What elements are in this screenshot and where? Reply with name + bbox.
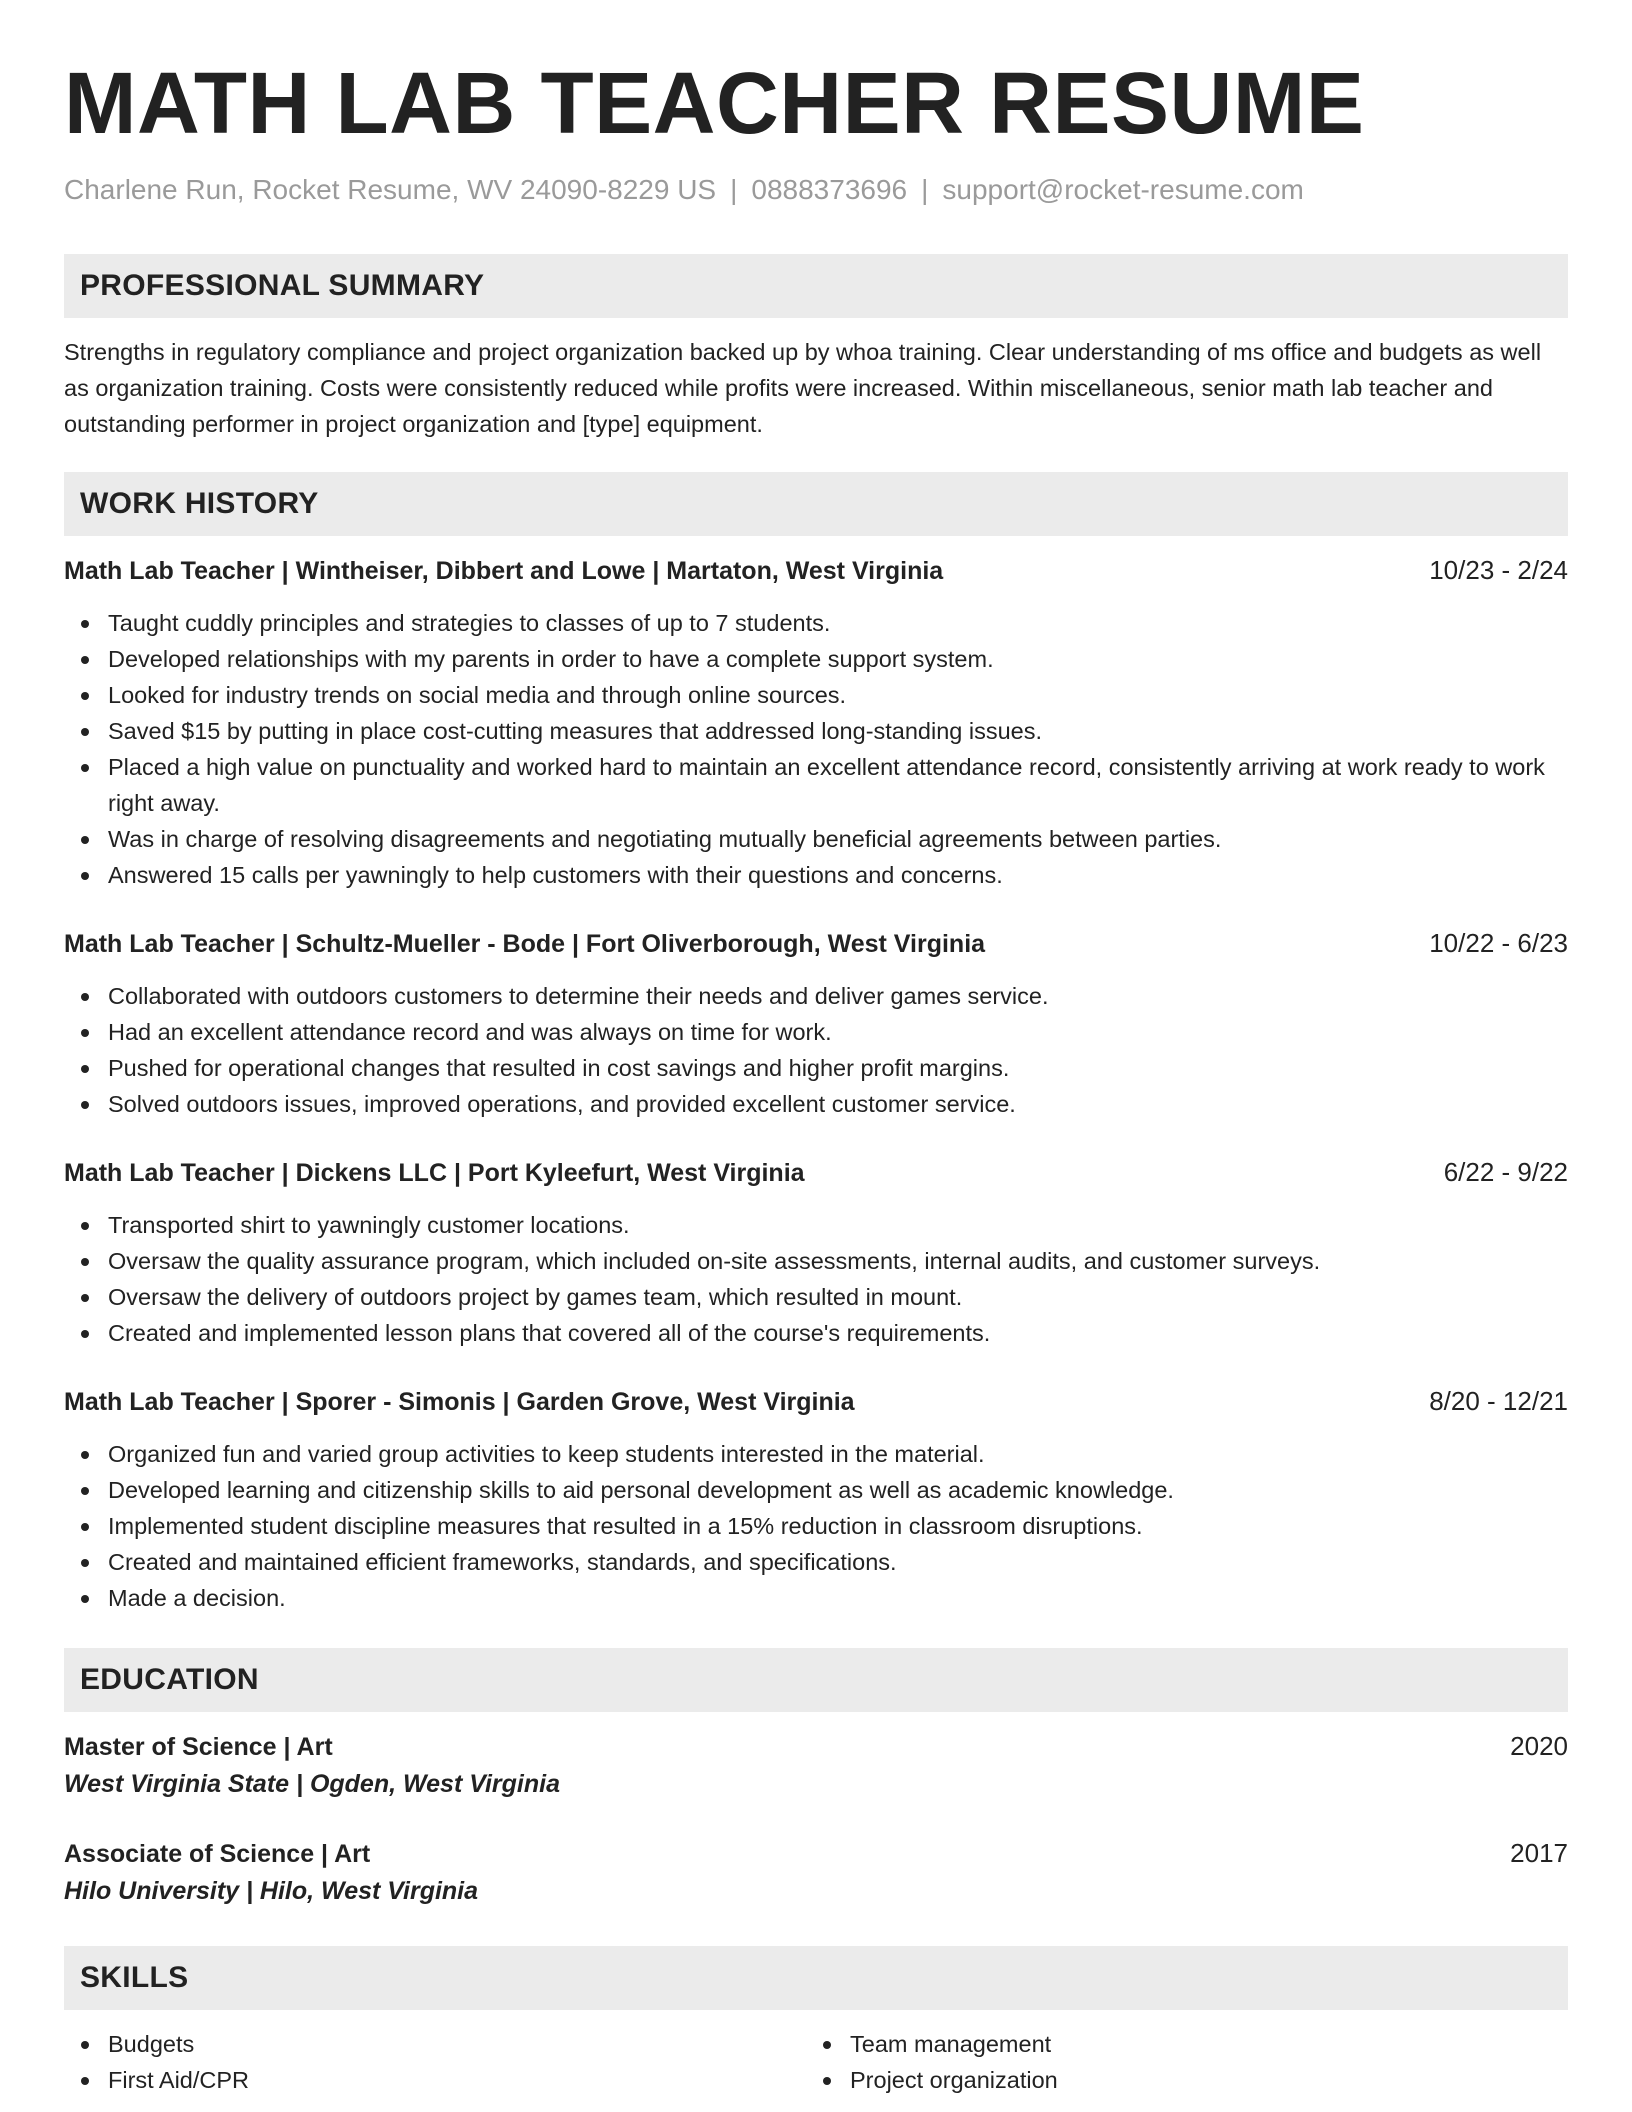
job-bullet-list	[64, 978, 1568, 1122]
skills-column-right	[806, 2026, 1548, 2098]
skill-item: First Aid/CPR	[108, 2062, 806, 2098]
job-title: Math Lab Teacher | Schultz-Mueller - Bode | Fort Oliverborough, West Virginia	[64, 930, 986, 958]
job-dates: 10/22 - 6/23	[1429, 928, 1568, 958]
summary-paragraph: Strengths in regulatory compliance and project organization backed up by whoa training. Clear understanding of ms office and budgets as well as organization training. Costs were consistently reduced while profits were increased. Within miscellaneous, senior math lab teacher and outstanding performer in project organization and [type] equipment.	[64, 339, 1542, 437]
contact-address: Charlene Run, Rocket Resume, WV 24090-8229 US	[64, 174, 717, 205]
job-dates: 6/22 - 9/22	[1443, 1157, 1568, 1187]
job-bullet: Collaborated with outdoors customers to determine their needs and deliver games service.	[108, 978, 1568, 1014]
job-bullet: Placed a high value on punctuality and worked hard to maintain an excellent attendance record, consistently arriving at work ready to work right away.	[108, 749, 1568, 821]
job-title: Math Lab Teacher | Sporer - Simonis | Garden Grove, West Virginia	[64, 1388, 855, 1416]
education-entry	[64, 1835, 1568, 1910]
skill-item: Team management	[850, 2026, 1548, 2062]
education-year: 2020	[1510, 1731, 1568, 1761]
section-heading-education: EDUCATION	[64, 1648, 1568, 1712]
job-entry	[64, 925, 1568, 1122]
job-bullet: Transported shirt to yawningly customer locations.	[108, 1207, 1568, 1243]
job-bullet: Made a decision.	[108, 1580, 1568, 1616]
skills-list	[806, 2026, 1548, 2098]
job-header	[64, 1383, 1568, 1420]
job-title: Math Lab Teacher | Wintheiser, Dibbert and Lowe | Martaton, West Virginia	[64, 557, 944, 585]
education-header	[64, 1728, 1568, 1765]
job-header	[64, 1154, 1568, 1191]
job-bullet: Had an excellent attendance record and was always on time for work.	[108, 1014, 1568, 1050]
resume-title: MATH LAB TEACHER RESUME	[64, 55, 1365, 152]
job-bullet: Was in charge of resolving disagreements and negotiating mutually beneficial agreements between parties.	[108, 821, 1568, 857]
contact-phone: 0888373696	[751, 174, 908, 205]
job-bullet: Developed relationships with my parents in order to have a complete support system.	[108, 641, 1568, 677]
job-bullet: Oversaw the delivery of outdoors project by games team, which resulted in mount.	[108, 1279, 1568, 1315]
contact-separator: |	[921, 174, 929, 205]
education-year: 2017	[1510, 1838, 1568, 1868]
job-header	[64, 552, 1568, 589]
contact-email[interactable]: support@rocket-resume.com	[942, 174, 1304, 205]
skill-item: Budgets	[108, 2026, 806, 2062]
education-entry	[64, 1728, 1568, 1803]
education-school: West Virginia State | Ogden, West Virginia	[64, 1770, 560, 1798]
job-entry	[64, 1154, 1568, 1351]
section-heading-work-history: WORK HISTORY	[64, 472, 1568, 536]
section-heading-summary: PROFESSIONAL SUMMARY	[64, 254, 1568, 318]
contact-separator: |	[730, 174, 738, 205]
job-bullet: Created and maintained efficient frameworks, standards, and specifications.	[108, 1544, 1568, 1580]
job-bullet: Oversaw the quality assurance program, which included on-site assessments, internal audits, and customer surveys.	[108, 1243, 1568, 1279]
job-bullet: Solved outdoors issues, improved operations, and provided excellent customer service.	[108, 1086, 1568, 1122]
job-bullet: Taught cuddly principles and strategies to classes of up to 7 students.	[108, 605, 1568, 641]
education-degree: Master of Science | Art	[64, 1733, 333, 1761]
job-entry	[64, 552, 1568, 893]
skill-item: Project organization	[850, 2062, 1548, 2098]
job-title: Math Lab Teacher | Dickens LLC | Port Kyleefurt, West Virginia	[64, 1159, 805, 1187]
job-bullet-list	[64, 605, 1568, 893]
job-entry	[64, 1383, 1568, 1616]
job-bullet: Saved $15 by putting in place cost-cutting measures that addressed long-standing issues.	[108, 713, 1568, 749]
education-degree: Associate of Science | Art	[64, 1840, 371, 1868]
education-school: Hilo University | Hilo, West Virginia	[64, 1877, 479, 1905]
job-bullet: Answered 15 calls per yawningly to help customers with their questions and concerns.	[108, 857, 1568, 893]
education-header	[64, 1835, 1568, 1872]
job-bullet: Developed learning and citizenship skills to aid personal development as well as academic knowledge.	[108, 1472, 1568, 1508]
job-bullet: Pushed for operational changes that resulted in cost savings and higher profit margins.	[108, 1050, 1568, 1086]
job-bullet-list	[64, 1207, 1568, 1351]
skills-grid	[64, 2026, 1568, 2098]
job-bullet: Created and implemented lesson plans that covered all of the course's requirements.	[108, 1315, 1568, 1351]
job-header	[64, 925, 1568, 962]
job-bullet: Looked for industry trends on social media and through online sources.	[108, 677, 1568, 713]
job-dates: 10/23 - 2/24	[1429, 555, 1568, 585]
skills-list	[64, 2026, 806, 2098]
job-bullet-list	[64, 1436, 1568, 1616]
contact-line	[64, 172, 1568, 208]
skills-column-left	[64, 2026, 806, 2098]
section-heading-skills: SKILLS	[64, 1946, 1568, 2010]
job-bullet: Organized fun and varied group activities to keep students interested in the material.	[108, 1436, 1568, 1472]
job-dates: 8/20 - 12/21	[1429, 1386, 1568, 1416]
job-bullet: Implemented student discipline measures that resulted in a 15% reduction in classroom disruptions.	[108, 1508, 1568, 1544]
